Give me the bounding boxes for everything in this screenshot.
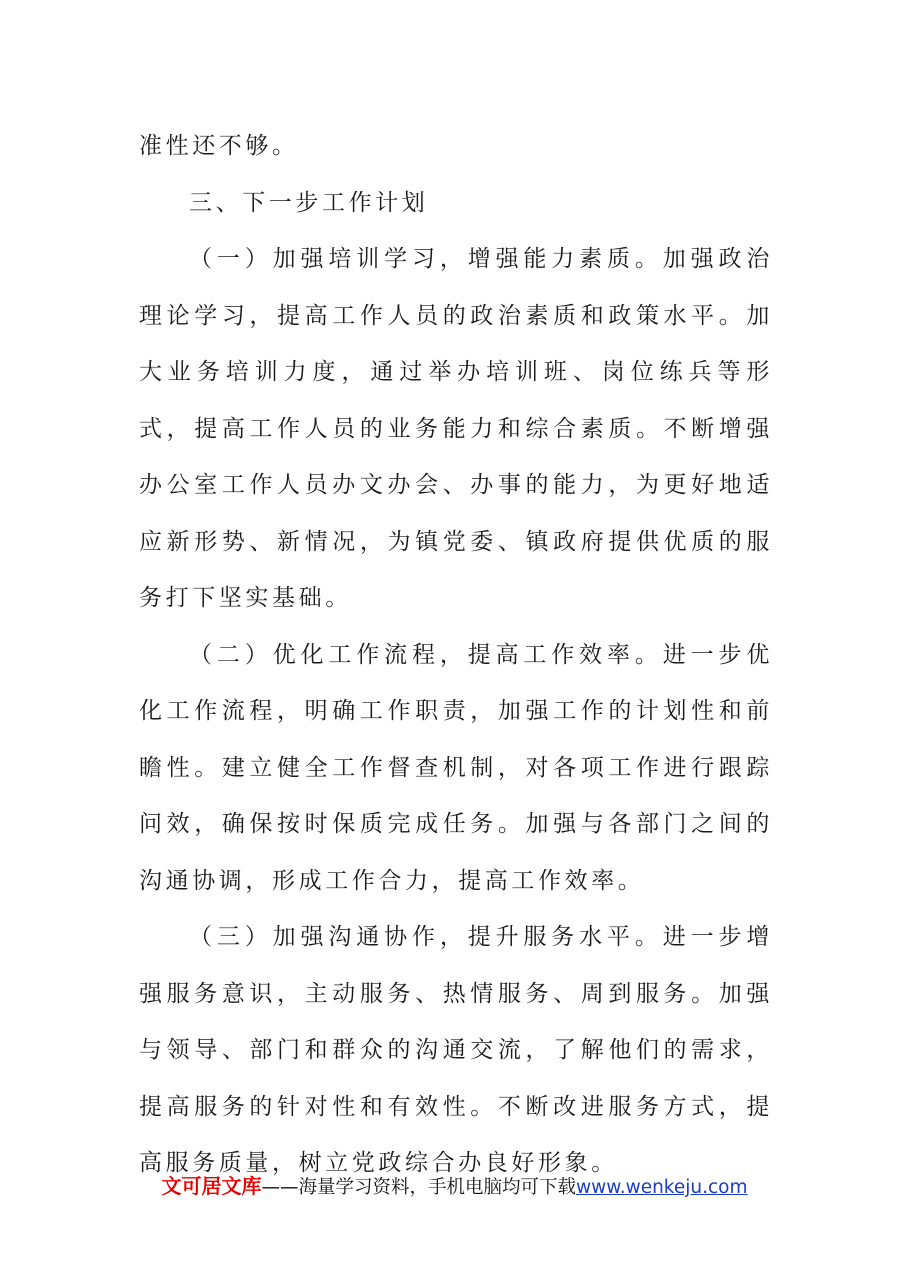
footer-brand: 文可居文库 xyxy=(161,1174,262,1198)
footer-site-link[interactable]: www.wenkeju.com xyxy=(576,1177,748,1198)
paragraph-3: （三）加强沟通协作，提升服务水平。进一步增强服务意识，主动服务、热情服务、周到服务。加强与领导、部门和群众的沟通交流，了解他们的需求，提高服务的针对性和有效性。不断改进服务方式，提高服务质量，树立党政综合办良好形象。 xyxy=(139,924,773,1176)
footer-banner xyxy=(0,1172,909,1202)
paragraph-2: （二）优化工作流程，提高工作效率。进一步优化工作流程，明确工作职责，加强工作的计划性和前瞻性。建立健全工作督查机制，对各项工作进行跟踪问效，确保按时保质完成任务。加强与各部门之间的沟通协调，形成工作合力，提高工作效率。 xyxy=(139,641,773,894)
intro-line: 准性还不够。 xyxy=(139,133,299,159)
paragraph-1: （一）加强培训学习，增强能力素质。加强政治理论学习，提高工作人员的政治素质和政策水平。加大业务培训力度，通过举办培训班、岗位练兵等形式，提高工作人员的业务能力和综合素质。不断增强办公室工作人员办文办会、办事的能力，为更好地适应新形势、新情况，为镇党委、镇政府提供优质的服务打下坚实基础。 xyxy=(139,246,773,611)
footer-tagline: ——海量学习资料，手机电脑均可下载 xyxy=(261,1177,576,1198)
section-heading: 三、下一步工作计划 xyxy=(189,189,429,216)
document-body xyxy=(139,118,773,1192)
